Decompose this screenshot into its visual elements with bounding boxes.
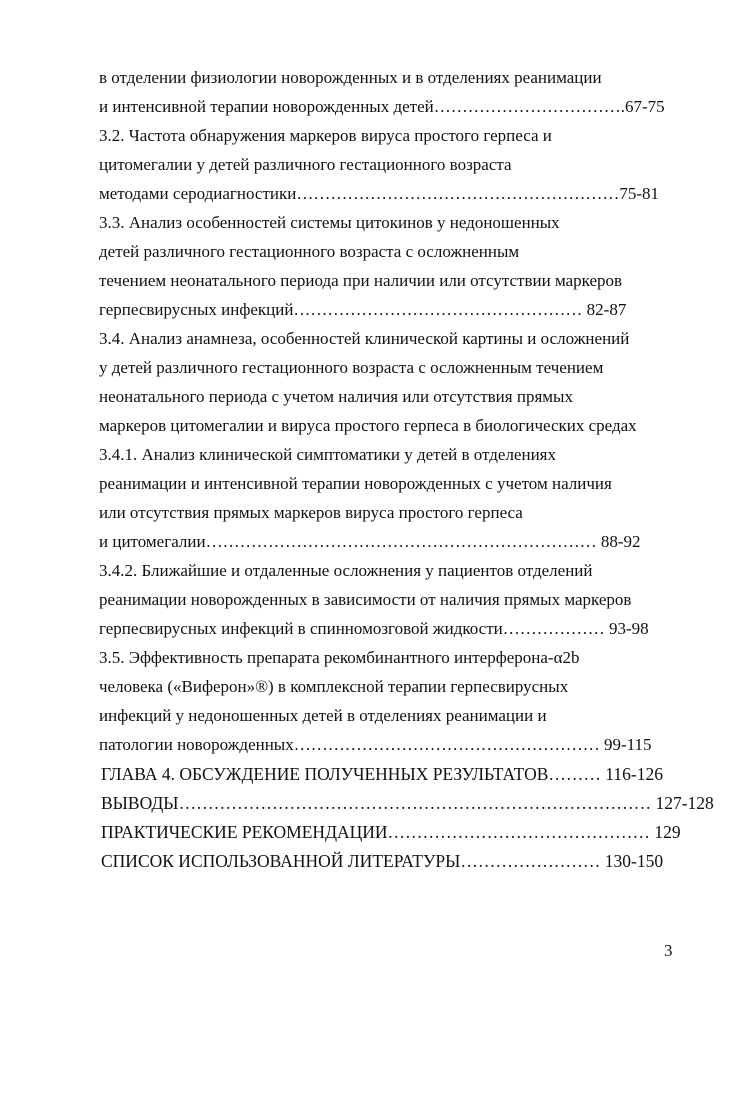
page-number: 3 xyxy=(664,941,673,960)
toc-line: или отсутствия прямых маркеров вируса простого герпеса xyxy=(99,503,523,522)
toc-line: цитомегалии у детей различного гестационного возраста xyxy=(99,155,512,174)
toc-line: реанимации новорожденных в зависимости от наличия прямых маркеров xyxy=(99,590,632,609)
toc-line: у детей различного гестационного возраста с осложненным течением xyxy=(99,358,604,377)
toc-line: герпесвирусных инфекций в спинномозговой жидкости……………… 93-98 xyxy=(99,619,649,638)
toc-line: и интенсивной терапии новорожденных детей…………………………….67-75 xyxy=(99,97,665,116)
toc-line: 3.3. Анализ особенностей системы цитокинов у недоношенных xyxy=(99,213,560,232)
toc-line: методами серодиагностики…………………………………………………75-81 xyxy=(99,184,660,203)
toc-line: в отделении физиологии новорожденных и в отделениях реанимации xyxy=(99,68,602,87)
toc-chapter-line: ВЫВОДЫ……………………………………………………………………… 127-128 xyxy=(101,793,714,813)
toc-line: 3.2. Частота обнаружения маркеров вируса простого герпеса и xyxy=(99,126,552,145)
toc-chapter-line: ПРАКТИЧЕСКИЕ РЕКОМЕНДАЦИИ……………………………………… 129 xyxy=(101,822,681,842)
toc-chapter-line: ГЛАВА 4. ОБСУЖДЕНИЕ ПОЛУЧЕННЫХ РЕЗУЛЬТАТОВ……… 116-126 xyxy=(101,764,663,784)
toc-line: 3.5. Эффективность препарата рекомбинантного интерферона-α2b xyxy=(99,648,580,667)
toc-line: маркеров цитомегалии и вируса простого герпеса в биологических средах xyxy=(99,416,637,435)
toc-line: течением неонатального периода при наличии или отсутствии маркеров xyxy=(99,271,623,290)
toc-line: и цитомегалии…………………………………………………………… 88-92 xyxy=(99,532,641,551)
toc-line: патологии новорожденных……………………………………………… 99-115 xyxy=(99,735,652,754)
toc-line: 3.4.1. Анализ клинической симптоматики у детей в отделениях xyxy=(99,445,556,464)
toc-line: герпесвирусных инфекций…………………………………………… 82-87 xyxy=(99,300,627,319)
toc-chapter-line: СПИСОК ИСПОЛЬЗОВАННОЙ ЛИТЕРАТУРЫ…………………… 130-150 xyxy=(101,851,664,871)
toc-line: детей различного гестационного возраста с осложненным xyxy=(99,242,520,261)
toc-line: человека («Виферон»®) в комплексной терапии герпесвирусных xyxy=(99,677,569,696)
toc-line: 3.4.2. Ближайшие и отдаленные осложнения у пациентов отделений xyxy=(99,561,593,580)
toc-line: неонатального периода с учетом наличия или отсутствия прямых xyxy=(99,387,573,406)
toc-line: реанимации и интенсивной терапии новорожденных с учетом наличия xyxy=(99,474,612,493)
toc-line: инфекций у недоношенных детей в отделениях реанимации и xyxy=(99,706,547,725)
toc-line: 3.4. Анализ анамнеза, особенностей клинической картины и осложнений xyxy=(99,329,630,348)
